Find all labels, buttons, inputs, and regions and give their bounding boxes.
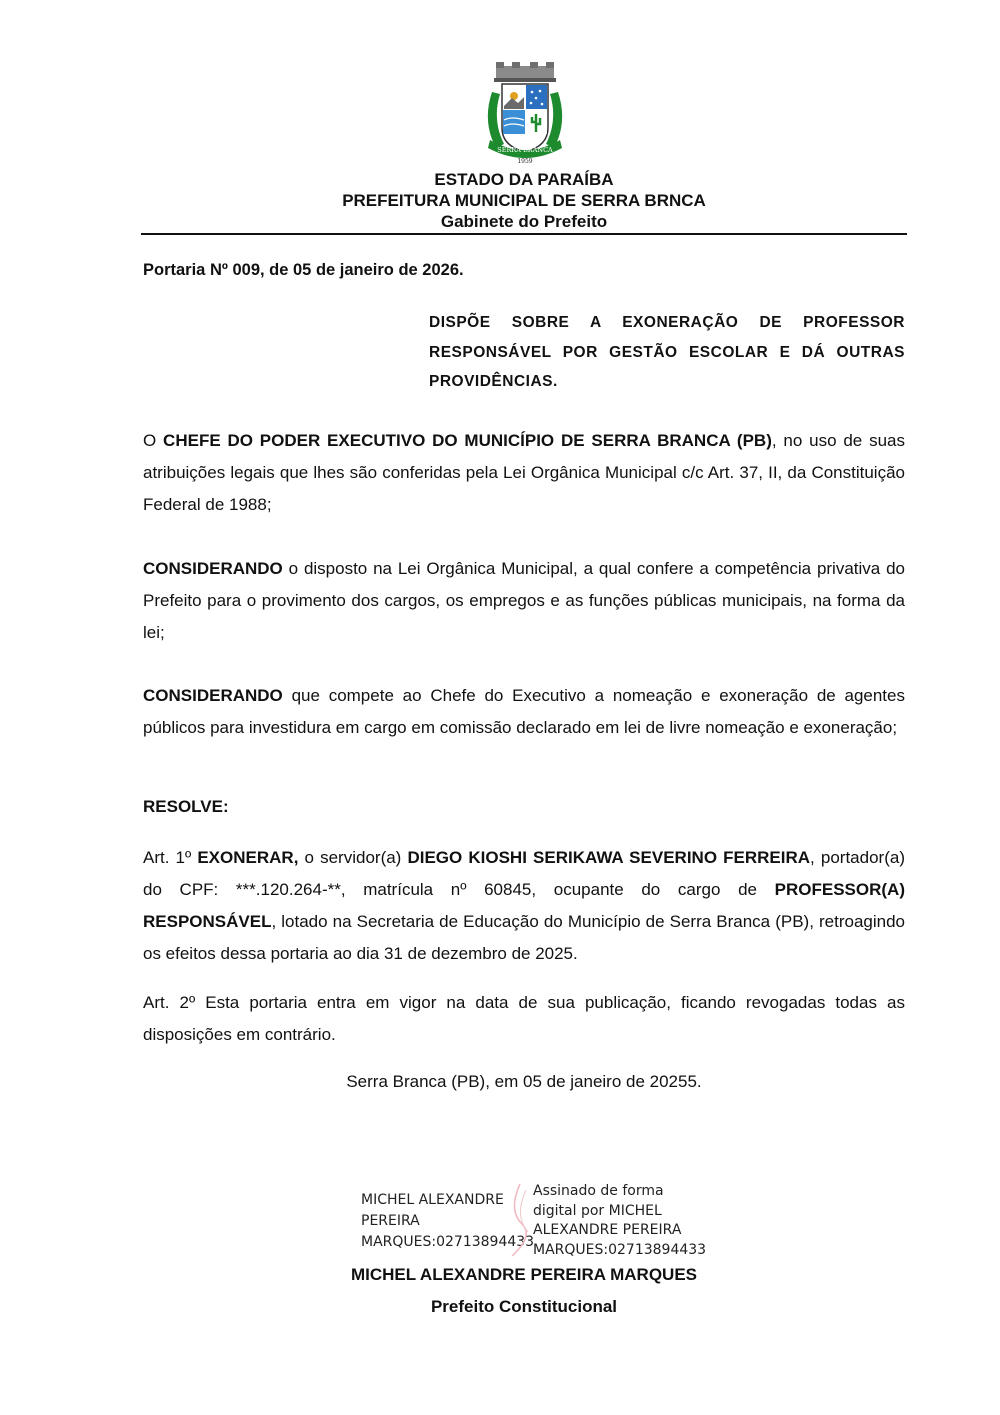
art1-text-3: , lotado na Secretaria de Educação do Município de Serra Branca (PB), retroagindo os efeitos dessa portaria ao dia 31 de dezembro de 2025. [143, 912, 905, 963]
signature-line: MARQUES:02713894433 [533, 1241, 707, 1258]
crest-banner-text: SERRA BRANCA [497, 146, 553, 154]
preamble-paragraph [143, 425, 905, 521]
header-state: ESTADO DA PARAÍBA [434, 170, 614, 189]
article-1 [143, 842, 905, 970]
considerando-text: que compete ao Chefe do Executivo a nomeação e exoneração de agentes públicos para investidura em cargo em comissão declarado em lei de livre nomeação e exoneração; [143, 686, 905, 737]
preamble-text: , no uso de suas atribuições legais que lhes são conferidas pela Lei Orgânica Municipal c/c Art. 37, II, da Constituição Federal de 1988; [143, 431, 905, 514]
local-date: Serra Branca (PB), em 05 de janeiro de 20255. [346, 1072, 702, 1091]
preamble-lead: O [143, 431, 164, 450]
considerando-paragraph-2 [143, 680, 905, 744]
signature-line: MARQUES:02713894433 [361, 1234, 535, 1250]
municipal-crest-emblem [482, 62, 568, 166]
art1-server-name: DIEGO KIOSHI SERIKAWA SEVERINO FERREIRA [407, 848, 811, 867]
signer-name: MICHEL ALEXANDRE PEREIRA MARQUES [350, 1265, 697, 1284]
considerando-label: CONSIDERANDO [143, 559, 283, 578]
art1-verb: EXONERAR, [197, 848, 299, 867]
signature-line: Assinado de forma [533, 1183, 664, 1199]
art1-text-1: o servidor(a) [298, 848, 408, 867]
header-prefeitura: PREFEITURA MUNICIPAL DE SERRA BRNCA [342, 191, 706, 210]
header-divider [141, 233, 907, 235]
signature-line: MICHEL ALEXANDRE [361, 1192, 504, 1208]
ementa: DISPÕE SOBRE A EXONERAÇÃO DE PROFESSOR RESPONSÁVEL POR GESTÃO ESCOLAR E DÁ OUTRAS PROVIDÊNCIAS. [429, 314, 905, 390]
signer-role: Prefeito Constitucional [430, 1297, 618, 1316]
art1-cargo: PROFESSOR(A) RESPONSÁVEL [143, 880, 905, 931]
header-gabinete: Gabinete do Prefeito [440, 212, 608, 231]
art1-label: Art. 1º [143, 848, 198, 867]
signature-line: digital por MICHEL [533, 1202, 662, 1219]
document-header [0, 169, 1000, 232]
considerando-text: o disposto na Lei Orgânica Municipal, a qual confere a competência privativa do Prefeito para o provimento dos cargos, os empregos e as funções públicas municipais, na forma da lei; [143, 559, 905, 642]
portaria-title: Portaria Nº 009, de 05 de janeiro de 2026. [143, 261, 464, 279]
resolve-heading: RESOLVE: [143, 797, 229, 816]
signature-line: PEREIRA [361, 1213, 420, 1229]
digital-signature-statement [533, 1182, 708, 1260]
article-2: Art. 2º Esta portaria entra em vigor na data de sua publicação, ficando revogadas todas as disposições em contrário. [143, 993, 905, 1044]
considerando-paragraph-1 [143, 553, 905, 649]
art1-text-2: , portador(a) do CPF: ***.120.264-**, matrícula nº 60845, ocupante do cargo de [143, 848, 905, 899]
crest-year: 1959 [517, 158, 533, 165]
signature-line: ALEXANDRE PEREIRA [533, 1222, 682, 1238]
considerando-label: CONSIDERANDO [143, 686, 283, 705]
preamble-authority: CHEFE DO PODER EXECUTIVO DO MUNICÍPIO DE SERRA BRANCA (PB) [163, 431, 772, 450]
